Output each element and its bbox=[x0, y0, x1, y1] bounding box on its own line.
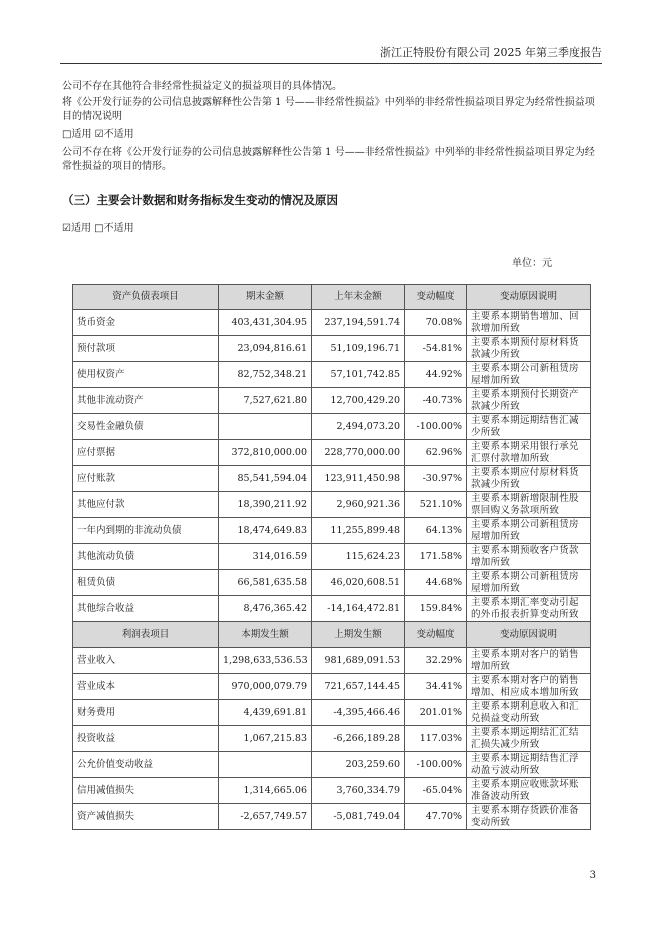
prior-amount-cell: 721,657,144.45 bbox=[312, 674, 405, 700]
reason-cell: 主要系本期存货跌价准备变动所致 bbox=[467, 804, 591, 830]
reason-cell: 主要系本期公司新租赁房屋增加所致 bbox=[467, 570, 591, 596]
reason-cell: 主要系本期新增限制性股票回购义务款项所致 bbox=[467, 492, 591, 518]
reason-cell: 主要系本期采用银行承兑汇票付款增加所致 bbox=[467, 440, 591, 466]
change-rate-cell: 44.92% bbox=[405, 362, 467, 388]
change-rate-cell: -40.73% bbox=[405, 388, 467, 414]
applicability-checkbox-2: ☑适用 □不适用 bbox=[62, 223, 134, 234]
prior-amount-cell: 2,494,073.20 bbox=[312, 414, 405, 440]
table-row bbox=[73, 466, 591, 492]
prior-amount-cell: 46,020,608.51 bbox=[312, 570, 405, 596]
item-cell: 其他应付款 bbox=[73, 492, 219, 518]
change-rate-cell: 70.08% bbox=[405, 310, 467, 336]
change-rate-cell: -100.00% bbox=[405, 752, 467, 778]
current-amount-cell bbox=[219, 752, 312, 778]
column-header: 本期发生额 bbox=[219, 622, 312, 648]
prior-amount-cell: -14,164,472.81 bbox=[312, 596, 405, 622]
prior-amount-cell: 203,259.60 bbox=[312, 752, 405, 778]
table-row bbox=[73, 362, 591, 388]
item-cell: 货币资金 bbox=[73, 310, 219, 336]
column-header: 利润表项目 bbox=[73, 622, 219, 648]
applicability-checkbox-1: □适用 ☑不适用 bbox=[62, 129, 134, 140]
current-amount-cell: 7,527,621.80 bbox=[219, 388, 312, 414]
change-rate-cell: 201.01% bbox=[405, 700, 467, 726]
change-rate-cell: -30.97% bbox=[405, 466, 467, 492]
balance_header-row bbox=[73, 285, 591, 310]
column-header: 上期发生额 bbox=[312, 622, 405, 648]
table-row bbox=[73, 674, 591, 700]
table-row bbox=[73, 700, 591, 726]
table-row bbox=[73, 544, 591, 570]
prior-amount-cell: 123,911,450.98 bbox=[312, 466, 405, 492]
item-cell: 应付账款 bbox=[73, 466, 219, 492]
paragraph-2: 将《公开发行证券的公司信息披露解释性公告第 1 号——非经常性损益》中列举的非经常性损益项目界定为经常性损益项目的情况说明 bbox=[62, 97, 595, 122]
column-header: 上年末金额 bbox=[312, 285, 405, 310]
change-rate-cell: 62.96% bbox=[405, 440, 467, 466]
current-amount-cell: 314,016.59 bbox=[219, 544, 312, 570]
table-row bbox=[73, 778, 591, 804]
table-row bbox=[73, 726, 591, 752]
prior-amount-cell: 228,770,000.00 bbox=[312, 440, 405, 466]
prior-amount-cell: 11,255,899.48 bbox=[312, 518, 405, 544]
item-cell: 交易性金融负债 bbox=[73, 414, 219, 440]
reason-cell: 主要系本期对客户的销售增加、相应成本增加所致 bbox=[467, 674, 591, 700]
current-amount-cell: 18,474,649.83 bbox=[219, 518, 312, 544]
current-amount-cell: 8,476,365.42 bbox=[219, 596, 312, 622]
current-amount-cell: 4,439,691.81 bbox=[219, 700, 312, 726]
reason-cell: 主要系本期公司新租赁房屋增加所致 bbox=[467, 362, 591, 388]
change-rate-cell: 159.84% bbox=[405, 596, 467, 622]
prior-amount-cell: 51,109,196.71 bbox=[312, 336, 405, 362]
reason-cell: 主要系本期预付原材料货款减少所致 bbox=[467, 336, 591, 362]
change-rate-cell: 34.41% bbox=[405, 674, 467, 700]
table-row bbox=[73, 310, 591, 336]
item-cell: 营业成本 bbox=[73, 674, 219, 700]
item-cell: 信用减值损失 bbox=[73, 778, 219, 804]
table-row bbox=[73, 518, 591, 544]
report-title: 浙江正特股份有限公司 2025 年第三季度报告 bbox=[380, 46, 602, 59]
column-header: 变动原因说明 bbox=[467, 285, 591, 310]
column-header: 变动幅度 bbox=[405, 285, 467, 310]
prior-amount-cell: 237,194,591.74 bbox=[312, 310, 405, 336]
prior-amount-cell: -4,395,466.46 bbox=[312, 700, 405, 726]
prior-amount-cell: -6,266,189.28 bbox=[312, 726, 405, 752]
item-cell: 其他综合收益 bbox=[73, 596, 219, 622]
prior-amount-cell: 12,700,429.20 bbox=[312, 388, 405, 414]
table-row bbox=[73, 414, 591, 440]
item-cell: 使用权资产 bbox=[73, 362, 219, 388]
change-rate-cell: -54.81% bbox=[405, 336, 467, 362]
item-cell: 公允价值变动收益 bbox=[73, 752, 219, 778]
current-amount-cell bbox=[219, 414, 312, 440]
item-cell: 应付票据 bbox=[73, 440, 219, 466]
current-amount-cell: 1,314,665.06 bbox=[219, 778, 312, 804]
prior-amount-cell: 115,624.23 bbox=[312, 544, 405, 570]
reason-cell: 主要系本期汇率变动引起的外币报表折算变动所致 bbox=[467, 596, 591, 622]
reason-cell: 主要系本期远期结售汇浮动盈亏波动所致 bbox=[467, 752, 591, 778]
prior-amount-cell: 981,689,091.53 bbox=[312, 648, 405, 674]
table-row bbox=[73, 752, 591, 778]
table-row bbox=[73, 596, 591, 622]
reason-cell: 主要系本期预付长期资产款减少所致 bbox=[467, 388, 591, 414]
change-rate-cell: -65.04% bbox=[405, 778, 467, 804]
prior-amount-cell: -5,081,749.04 bbox=[312, 804, 405, 830]
item-cell: 其他非流动资产 bbox=[73, 388, 219, 414]
table-row bbox=[73, 388, 591, 414]
column-header: 变动原因说明 bbox=[467, 622, 591, 648]
reason-cell: 主要系本期应付原材料货款减少所致 bbox=[467, 466, 591, 492]
change-rate-cell: 171.58% bbox=[405, 544, 467, 570]
change-rate-cell: 47.70% bbox=[405, 804, 467, 830]
income_header-row bbox=[73, 622, 591, 648]
current-amount-cell: 18,390,211.92 bbox=[219, 492, 312, 518]
current-amount-cell: 66,581,635.58 bbox=[219, 570, 312, 596]
column-header: 资产负债表项目 bbox=[73, 285, 219, 310]
table-row bbox=[73, 648, 591, 674]
table-row bbox=[73, 336, 591, 362]
item-cell: 财务费用 bbox=[73, 700, 219, 726]
item-cell: 资产减值损失 bbox=[73, 804, 219, 830]
current-amount-cell: 23,094,816.61 bbox=[219, 336, 312, 362]
paragraph-4: 公司不存在将《公开发行证券的公司信息披露解释性公告第 1 号——非经常性损益》中列举的非经常性损益项目界定为经常性损益的项目的情形。 bbox=[62, 147, 595, 172]
reason-cell: 主要系本期销售增加、回款增加所致 bbox=[467, 310, 591, 336]
page-number: 3 bbox=[589, 870, 596, 881]
table-row bbox=[73, 804, 591, 830]
item-cell: 一年内到期的非流动负债 bbox=[73, 518, 219, 544]
change-rate-cell: 32.29% bbox=[405, 648, 467, 674]
column-header: 期末金额 bbox=[219, 285, 312, 310]
reason-cell: 主要系本期远期结汇汇结汇损失减少所致 bbox=[467, 726, 591, 752]
section-title: （三）主要会计数据和财务指标发生变动的情况及原因 bbox=[62, 193, 338, 207]
change-rate-cell: -100.00% bbox=[405, 414, 467, 440]
change-rate-cell: 64.13% bbox=[405, 518, 467, 544]
prior-amount-cell: 57,101,742.85 bbox=[312, 362, 405, 388]
item-cell: 租赁负债 bbox=[73, 570, 219, 596]
reason-cell: 主要系本期远期结售汇减少所致 bbox=[467, 414, 591, 440]
prior-amount-cell: 3,760,334.79 bbox=[312, 778, 405, 804]
table-row bbox=[73, 570, 591, 596]
current-amount-cell: 372,810,000.00 bbox=[219, 440, 312, 466]
current-amount-cell: 85,541,594.04 bbox=[219, 466, 312, 492]
current-amount-cell: 970,000,079.79 bbox=[219, 674, 312, 700]
financial-changes-table bbox=[72, 284, 591, 830]
table-row bbox=[73, 440, 591, 466]
current-amount-cell: 403,431,304.95 bbox=[219, 310, 312, 336]
page-header bbox=[60, 46, 602, 64]
reason-cell: 主要系本期利息收入和汇兑损益变动所致 bbox=[467, 700, 591, 726]
item-cell: 预付款项 bbox=[73, 336, 219, 362]
item-cell: 投资收益 bbox=[73, 726, 219, 752]
current-amount-cell: 82,752,348.21 bbox=[219, 362, 312, 388]
column-header: 变动幅度 bbox=[405, 622, 467, 648]
item-cell: 其他流动负债 bbox=[73, 544, 219, 570]
paragraph-1: 公司不存在其他符合非经常性损益定义的损益项目的具体情况。 bbox=[62, 81, 342, 92]
change-rate-cell: 521.10% bbox=[405, 492, 467, 518]
reason-cell: 主要系本期预收客户货款增加所致 bbox=[467, 544, 591, 570]
change-rate-cell: 44.68% bbox=[405, 570, 467, 596]
item-cell: 营业收入 bbox=[73, 648, 219, 674]
change-rate-cell: 117.03% bbox=[405, 726, 467, 752]
current-amount-cell: 1,298,633,536.53 bbox=[219, 648, 312, 674]
reason-cell: 主要系本期公司新租赁房屋增加所致 bbox=[467, 518, 591, 544]
reason-cell: 主要系本期应收账款坏账准备波动所致 bbox=[467, 778, 591, 804]
current-amount-cell: -2,657,749.57 bbox=[219, 804, 312, 830]
reason-cell: 主要系本期对客户的销售增加所致 bbox=[467, 648, 591, 674]
unit-label: 单位：元 bbox=[512, 258, 552, 269]
prior-amount-cell: 2,960,921.36 bbox=[312, 492, 405, 518]
current-amount-cell: 1,067,215.83 bbox=[219, 726, 312, 752]
table-row bbox=[73, 492, 591, 518]
